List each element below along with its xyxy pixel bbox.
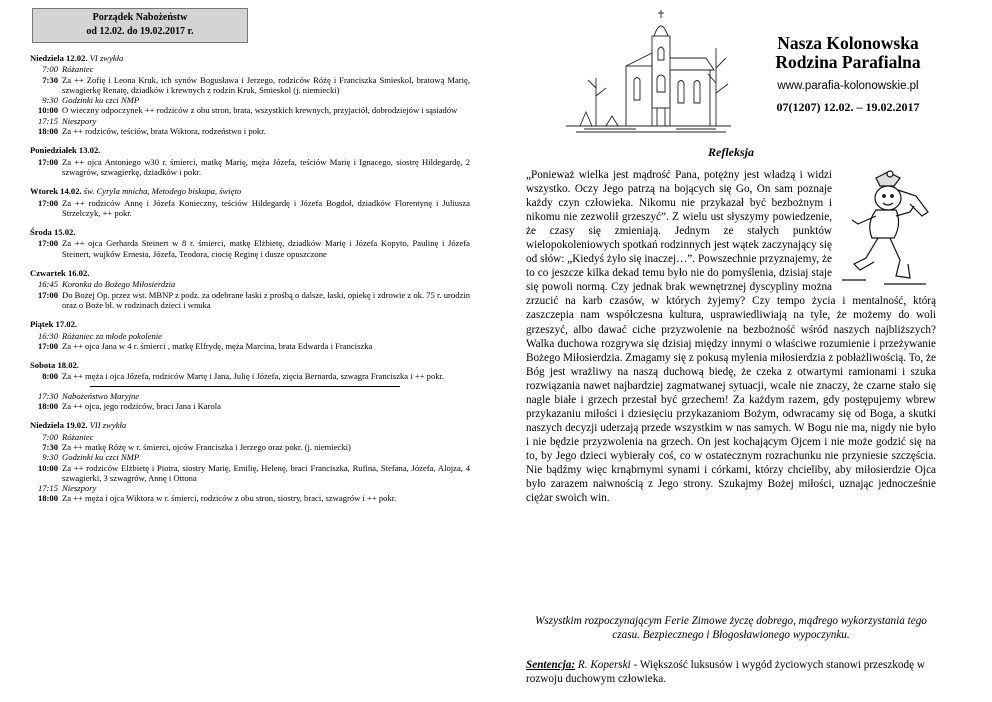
schedule-day [30,319,470,351]
schedule-row [30,95,470,105]
schedule-header-dates: od 12.02. do 19.02.2017 r. [86,26,194,37]
service-time: 17:00 [37,340,58,351]
schedule-day [30,227,470,259]
schedule-row [30,198,470,219]
title-line-1: Nasza Kolonowska [777,33,919,53]
sentence-text: - Większość luksusów i wygód życiowych stanowi przeszkodę w rozwoju duchowym człowieka. [526,659,925,685]
day-heading [30,145,470,155]
day-liturgical-note: św. Cyryla mnicha, Metodego biskupa, święto [83,186,242,197]
service-time: 18:00 [37,493,58,504]
day-liturgical-note: VII zwykła [89,420,127,431]
schedule-days [30,53,470,504]
service-time: 10:00 [37,462,58,473]
service-time: 9:30 [42,452,58,463]
mass-schedule [30,8,470,504]
day-title: Niedziela 19.02. [30,420,88,431]
day-title: Środa 15.02. [30,227,76,238]
day-heading [30,319,470,329]
schedule-header [32,8,248,43]
day-heading [30,268,470,278]
service-intention: Za ++ rodziców, teściów, brata Wiktora, rodzeństwo i pokr. [62,126,266,137]
day-title: Czwartek 16.02. [30,268,90,279]
service-intention: O wieczny odpoczynek ++ rodziców z obu stron, brata, wszystkich krewnych, przyjaciół, dobrodziejów i sąsiadów [62,105,458,116]
service-intention: Nabożeństwo Maryjne [62,390,140,401]
service-time: 16:45 [37,279,58,290]
service-time: 9:30 [42,95,58,106]
schedule-row [30,75,470,96]
service-intention: Za ++ matkę Różę w r. śmierci, ojców Franciszka i Jerzego oraz pokr. (j. niemiecki) [62,441,351,452]
service-time: 17:15 [37,115,58,126]
day-title: Niedziela 12.02. [30,53,88,63]
service-time: 8:00 [42,371,58,382]
schedule-row [30,331,470,341]
schedule-day [30,268,470,310]
wishes-text: Wszystkim rozpoczynającym Ferie Zimowe życzę dobrego, mądrego wykorzystania tego czasu. Bezpiecznego i Błogosławionego wypoczynku. [535,615,927,641]
day-heading [30,53,470,63]
church-illustration [566,8,731,136]
parish-url[interactable]: www.parafia-kolonowskie.pl [777,80,919,92]
day-heading [30,186,470,196]
schedule-row [30,442,470,452]
schedule-row [30,157,470,178]
day-heading [30,360,470,370]
service-intention: Za ++ Zofię i Leona Kruk, ich synów Bogusława i Jerzego, rodziców Różę i Franciszka Smieskol, bratową Marię, szwagierkę Renatę, dziadków i krewnych z rodzin Kruk, Smieskol (j. niemiecki) [62,74,470,95]
schedule-row [30,279,470,289]
day-liturgical-note: VI zwykła [89,53,124,63]
service-intention: Za ++ rodziców Elżbietę i Piotra, siostry Marię, Emilię, Helenę, braci Franciszka, Rufina, Stefana, Józefa, Alojza, 4 szwagierki, 3 szwagrów, Annę i Ottona [62,462,470,483]
schedule-row [30,401,470,411]
schedule-row [30,483,470,493]
service-time: 17:00 [37,156,58,167]
schedule-row [30,105,470,115]
service-intention: Za ++ męża i ojca Józefa, rodziców Martę i Jana, Julię i Józefa, zięcia Bernarda, szwagra Franciszka i ++ pokr. [62,371,445,382]
schedule-row [30,341,470,351]
schedule-day [30,53,470,136]
service-intention: Za ++ ojca Jana w 4 r. śmierci , matkę Elfrydę, męża Marcina, brata Edwarda i Franciszka [62,340,373,351]
service-intention: Koronka do Bożego Miłosierdzia [62,279,176,290]
sentence-author: R. Koperski [577,659,631,671]
service-time: 10:00 [37,105,58,116]
service-time: 17:00 [37,197,58,208]
sentence [526,658,936,686]
schedule-day [30,145,470,177]
schedule-header-title: Porządek Nabożeństw [92,12,188,23]
schedule-row [30,64,470,74]
service-intention: Do Bożej Op. przez wst. MBNP z podz. za odebrane łaski z prośbą o dalsze, łaski, opiekę i zdrowie z ok. 75 r. urodzin oraz o Boże bł. w rodzinach dzieci i wnuka [62,289,470,310]
separator-line [90,386,400,387]
schedule-row [30,290,470,311]
service-intention: Godzinki ku czci NMP [62,452,140,463]
service-time: 17:15 [37,483,58,494]
service-intention: Różaniec za młode pokolenie [62,330,162,341]
service-time: 7:00 [42,64,58,75]
schedule-row [30,126,470,136]
issue-number: 07(1207) 12.02. – 19.02.2017 [776,100,920,114]
service-time: 17:30 [37,390,58,401]
reflection-body [526,168,936,505]
schedule-row [30,371,470,381]
day-heading [30,227,470,237]
day-title: Wtorek 14.02. [30,186,82,197]
day-title: Sobota 18.02. [30,360,79,371]
service-time: 7:30 [42,441,58,452]
service-intention: Godzinki ku czci NMP [62,95,140,106]
service-intention: Za ++ ojca, jego rodziców, braci Jana i Karola [62,401,221,412]
reflection-title: Refleksja [708,145,754,159]
service-intention: Za ++ męża i ojca Wiktora w r. śmierci, rodziców z obu stron, siostry, braci, szwagrów i ++ pokr. [62,493,397,504]
service-intention: Różaniec [62,64,94,75]
schedule-row [30,432,470,442]
service-intention: Za ++ ojca Antoniego w30 r. śmierci, matkę Marię, męża Józefa, teściów Marię i Ignacego, siostrę Hildegardę, 2 szwagrów, szwagierkę, dziadków i pokr. [62,156,470,177]
title-line-2: Rodzina Parafialna [775,52,921,72]
service-time: 17:00 [37,238,58,249]
schedule-row [30,493,470,503]
day-title: Piątek 17.02. [30,319,78,330]
schedule-row [30,238,470,259]
service-time: 7:00 [42,431,58,442]
service-time: 18:00 [37,126,58,137]
service-time: 16:30 [37,330,58,341]
service-time: 18:00 [37,401,58,412]
schedule-row [30,452,470,462]
service-intention: Za ++ rodziców Annę i Józefa Konieczny, teściów Hildegardę i Józefa Bogdoł, dziadków Florentynę i Juliusza Strzelczyk, ++ pokr. [62,197,470,218]
schedule-row [30,391,470,401]
service-intention: Za ++ ojca Gerharda Steinert w 8 r. śmierci, matkę Elżbietę, dziadków Marię i Józefa Kopyto, Paulinę i Józefa Steinert, wujków Ernesta, Józefa, Teodora, ciocię Reginę i dusze opuszczone [62,238,470,259]
schedule-day [30,420,470,503]
schedule-day [30,186,470,218]
schedule-row [30,116,470,126]
schedule-row [30,463,470,484]
day-title: Poniedziałek 13.02. [30,145,101,156]
service-intention: Nieszpory [62,115,97,126]
reflection-text: „Ponieważ wielka jest mądrość Pana, potężny jest władzą i widzi wszystko. Oczy Jego patrzą na bojących się Go, On sam poznaje każdy czyn człowieka. Nikomu nie przykazał być bezbożnym i nikomu nie zezwolił grzeszyć”. Z wielu ust słyszymy powiedzenie, że czasy się zmieniają. Jednym ze stałych punktów wielopokoleniowych spotkań rodzinnych jest wątek zaczynający się od słów: „Kiedyś żyło się inaczej…”. Powszechnie przyznajemy, że to co jeszcze kilka dekad temu było nie do pomyślenia, dzisiaj staje się powoli normą. Czy jednak brak wewnętrznej dyscypliny można zrzucić na karb czasów, w których żyjemy? Czy tempo życia i mentalność, którą zaszczepia nam współczesna kultura, usprawiedliwiają na tyle, że możemy do woli grzeszyć, albo dawać ciche przyzwolenie na bezbożność wśród naszych najbliższych? Walka duchowa rozgrywa się dzisiaj między innymi o właściwe rozumienie i przeżywanie Bożego Miłosierdzia. Zmagamy się z pokusą mylenia miłosierdzia z pobłażliwością. To, że Bóg jest wrażliwy na naszą duchową biedę, że czeka z otwartymi ramionami i szuka rozwiązania nawet najbardziej zagmatwanej sytuacji, wcale nie znaczy, że czarne stało się nagle białe i grzech przestał być grzechem! Za każdym razem, gdy postępujemy wbrew przykazaniu miłości i dziesięciu przykazaniom Bożym, odwracamy się od Boga, a skutki naszych decyzji uderzają przede wszystkim w nas samych. W Bogu nie ma, nigdy nie było i nie będzie przyzwolenia na grzech. On jest kochającym Ojcem i nie może godzić się na to, by Jego dzieci wybierały coś, co w ostatecznym rozrachunku nie przyniesie szczęścia. Nie bądźmy więc krnąbrnymi synami i córkami, którzy chcieliby, aby miłosierdzie Ojca było zarazem naiwnością z Jego strony. Szukajmy Bożej miłości, uznając jednocześnie ciężar swoich win. [526,169,936,505]
service-time: 17:00 [37,289,58,300]
service-time: 7:30 [42,74,58,85]
day-heading [30,420,470,430]
bulletin-title [748,34,948,72]
service-intention: Różaniec [62,431,94,442]
sentence-label: Sentencja: [526,659,576,671]
running-figure-illustration [836,168,936,288]
service-intention: Nieszpory [62,483,97,494]
schedule-day [30,360,470,411]
